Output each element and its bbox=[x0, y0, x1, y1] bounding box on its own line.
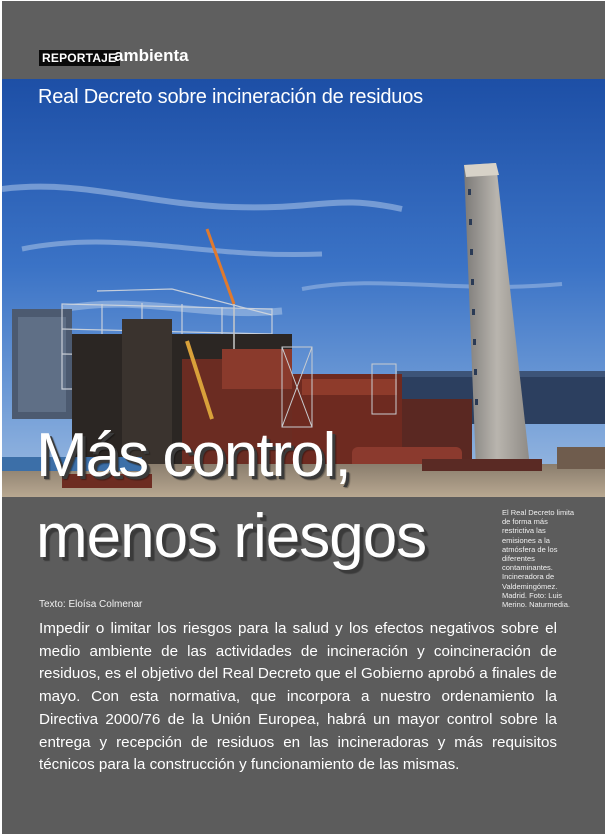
article-lede: Impedir o limitar los riesgos para la salud y los efectos negativos sobre el medio ambiente de las actividades de incineración y coincineración de residuos, es el objetivo del Real Decreto que el Gobierno aprobó a finales de mayo. Con esta normativa, que incorpora a nuestro ordenamiento la Directiva 2000/76 de la Unión Europea, habrá un mayor control sobre la entrega y recepción de residuos en las incineradoras y más requisitos técnicos para la construcción y funcionamiento de las mismas. bbox=[39, 620, 557, 774]
article-subtitle: Real Decreto sobre incineración de residuos bbox=[38, 86, 423, 108]
magazine-page bbox=[2, 1, 605, 834]
header-bar bbox=[2, 1, 605, 79]
section-tag: REPORTAJE bbox=[39, 50, 120, 66]
headline-line-2: menos riesgos bbox=[36, 502, 427, 571]
byline: Texto: Eloísa Colmenar bbox=[39, 599, 143, 610]
photo-caption: El Real Decreto limita de forma más restrictiva las emisiones a la atmósfera de los diferentes contaminantes. Incineradora de Valdemingómez. Madrid. Foto: Luis Merino. Naturmedia. bbox=[502, 508, 575, 610]
section-name: ambienta bbox=[114, 46, 189, 65]
headline-line-1: Más control, bbox=[36, 421, 350, 490]
